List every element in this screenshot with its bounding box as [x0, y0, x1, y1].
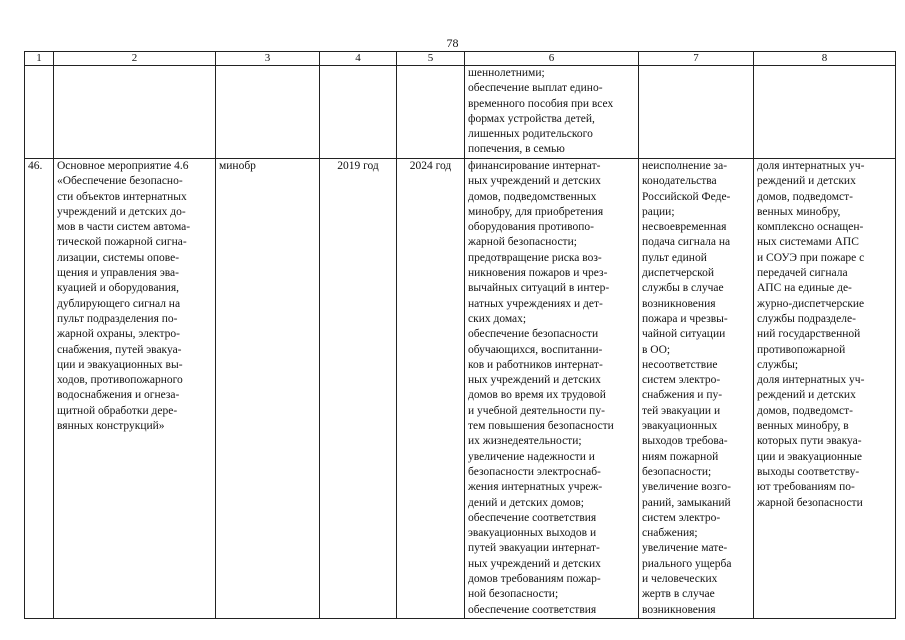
- column-number: 7: [639, 52, 754, 66]
- column-number: 2: [54, 52, 216, 66]
- column-number-row: [25, 52, 896, 66]
- empty-cell: [639, 66, 754, 159]
- start-year: 2019 год: [320, 159, 397, 619]
- column-number: 3: [216, 52, 320, 66]
- column-number: 8: [754, 52, 896, 66]
- end-year: 2024 год: [397, 159, 465, 619]
- column-number: 1: [25, 52, 54, 66]
- empty-cell: [25, 66, 54, 159]
- column-number: 5: [397, 52, 465, 66]
- expected-results: финансирование интернат- ных учреждений и детских домов, подведомственных минобру, для приобретения оборудования противопо- жарной безопасности; предотвращение риска воз- никновения пожаров и чрез- вычайных ситуаций в интер- натных учреждениях и дет- ских домах; обеспечение безопасности обучающихся, воспитанни- ков и работников интернат- ных учреждений и детских домов во время их трудовой и учебной деятельности пу- тем повышения безопасности их жизнедеятельности; увеличение надежности и безопасности электроснаб- жения интернатных учреж- дений и детских домов; обеспечение соответствия эвакуационных выходов и путей эвакуации интернат- ных учреждений и детских домов требованиям пожар- ной безопасности; обеспечение соответствия: [465, 159, 639, 619]
- table-row: [25, 159, 896, 619]
- empty-cell: [397, 66, 465, 159]
- empty-cell: [754, 66, 896, 159]
- empty-cell: [54, 66, 216, 159]
- empty-cell: [320, 66, 397, 159]
- continuation-row: [25, 66, 896, 159]
- non-implementation-consequences: неисполнение за- конодательства Российской Феде- рации; несвоевременная подача сигнала на пульт единой диспетчерской службы в случае возникновения пожара и чрезвы- чайной ситуации в ОО; несоответствие систем электро- снабжения и пу- тей эвакуации и эвакуационных выходов требова- ниям пожарной безопасности; увеличение возго- раний, замыканий систем электро- снабжения; увеличение мате- риального ущерба и человеческих жертв в случае возникновения: [639, 159, 754, 619]
- executor: минобр: [216, 159, 320, 619]
- column-number: 4: [320, 52, 397, 66]
- page-number: 78: [446, 36, 459, 50]
- row-number: 46.: [25, 159, 54, 619]
- related-indicators: доля интернатных уч- реждений и детских домов, подведомст- венных минобру, комплексно оснащен- ных системами АПС и СОУЭ при пожаре с передачей сигнала АПС на единые де- журно-диспетчерские службы подразделе- ний государственной противопожарной службы; доля интернатных уч- реждений и детских домов, подведомст- венных минобру, в которых пути эвакуа- ции и эвакуационные выходы соответству- ют требованиям по- жарной безопасности: [754, 159, 896, 619]
- empty-cell: [216, 66, 320, 159]
- expected-results-continued: шеннолетними; обеспечение выплат едино- временного пособия при всех формах устройства детей, лишенных родительского попечения, в семью: [465, 66, 639, 159]
- column-number: 6: [465, 52, 639, 66]
- measure-name: Основное мероприятие 4.6 «Обеспечение безопасно- сти объектов интернатных учреждений и детских до- мов в части систем автома- тической пожарной сигна- лизации, системы опове- щения и управления эва- куацией и оборудования, дублирующего сигнал на пульт подразделения по- жарной охраны, электро- снабжения, путей эвакуа- ции и эвакуационных вы- ходов, противопожарного водоснабжения и огнеза- щитной обработки дере- вянных конструкций»: [54, 159, 216, 619]
- measures-table: [24, 51, 896, 619]
